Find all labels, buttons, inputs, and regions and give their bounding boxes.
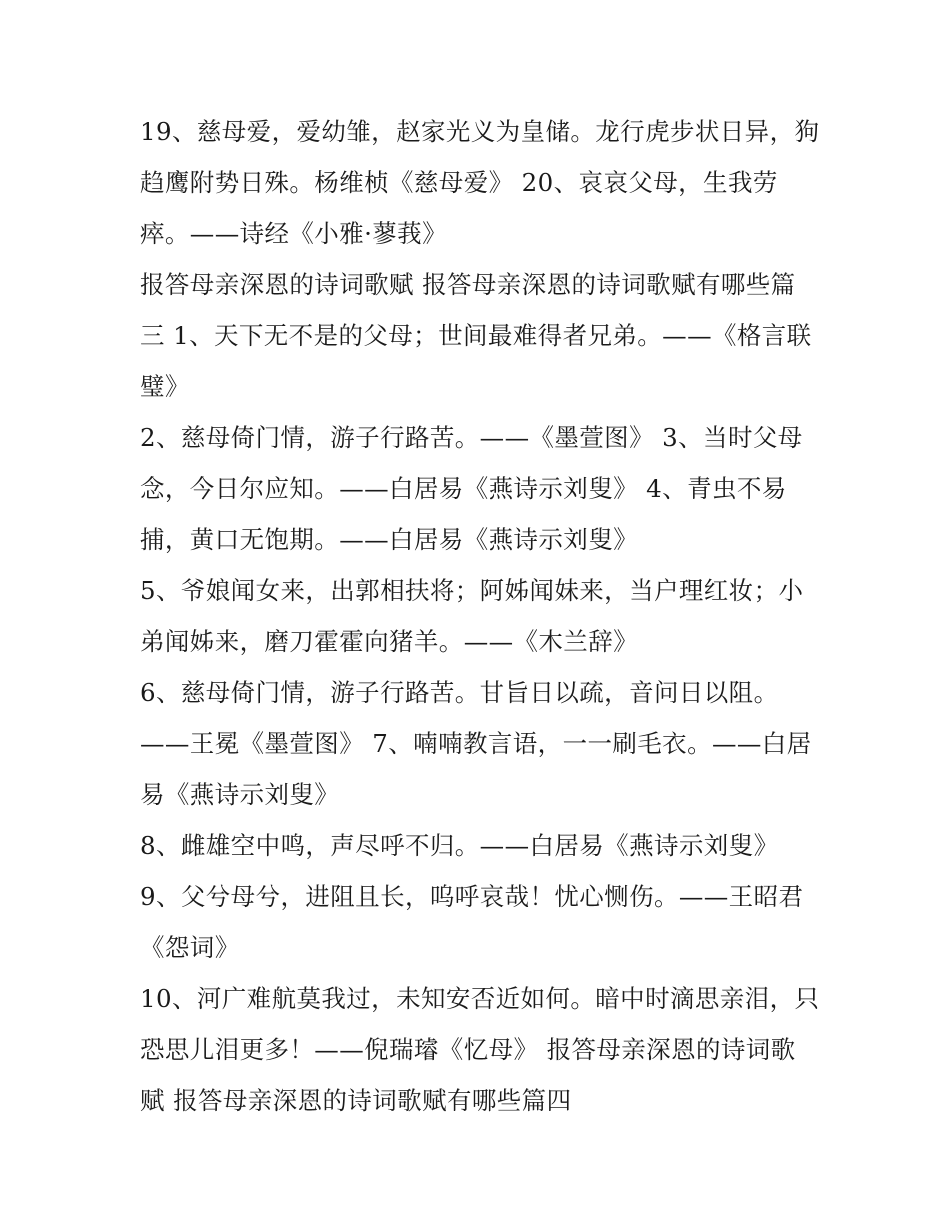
text-line: 2、慈母倚门情，游子行路苦。——《墨萱图》 3、当时父母 [140,423,803,452]
text-line: 《怨词》 [140,933,240,962]
text-line: 念，今日尔应知。——白居易《燕诗示刘叟》 4、青虫不易 [140,474,787,503]
text-line: 趋鹰附势日殊。杨维桢《慈母爱》 20、哀哀父母，生我劳 [140,168,778,197]
text-line: 捕，黄口无饱期。——白居易《燕诗示刘叟》 [140,525,638,554]
text-line: 赋 报答母亲深恩的诗词歌赋有哪些篇四 [140,1086,572,1115]
text-line: 璧》 [140,372,190,401]
text-line: 瘁。——诗经《小雅·蓼莪》 [140,219,447,248]
text-line: 易《燕诗示刘叟》 [140,780,340,809]
text-line: 8、雌雄空中鸣，声尽呼不归。——白居易《燕诗示刘叟》 [140,831,779,860]
poem-text-block [140,106,820,1126]
text-line: 19、慈母爱，爱幼雏，赵家光义为皇储。龙行虎步状日异，狗 [140,117,820,146]
text-line: ——王冕《墨萱图》 7、喃喃教言语，一一刷毛衣。——白居 [140,729,812,758]
text-line: 5、爷娘闻女来，出郭相扶将；阿姊闻妹来，当户理红妆；小 [140,576,804,605]
text-line: 9、父兮母兮，进阻且长，呜呼哀哉！忧心恻伤。——王昭君 [140,882,804,911]
text-line: 恐思儿泪更多！——倪瑞璿《忆母》 报答母亲深恩的诗词歌 [140,1035,796,1064]
text-line: 6、慈母倚门情，游子行路苦。甘旨日以疏，音问日以阻。 [140,678,779,707]
text-line: 三 1、天下无不是的父母；世间最难得者兄弟。——《格言联 [140,321,812,350]
text-line: 10、河广难航莫我过，未知安否近如何。暗中时滴思亲泪，只 [140,984,820,1013]
text-line: 弟闻姊来，磨刀霍霍向猪羊。——《木兰辞》 [140,627,638,656]
text-line: 报答母亲深恩的诗词歌赋 报答母亲深恩的诗词歌赋有哪些篇 [140,270,796,299]
